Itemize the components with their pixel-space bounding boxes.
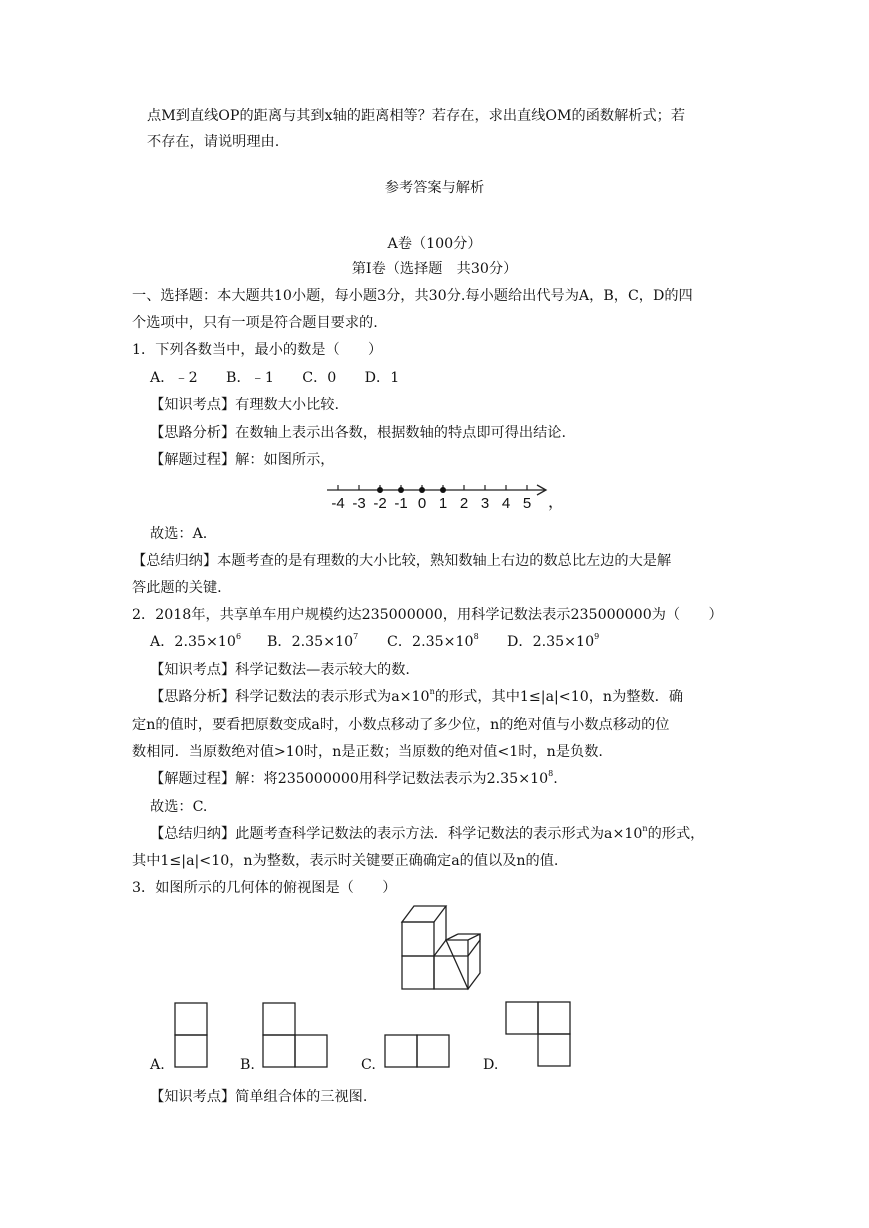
- q3-option-a-label: A.: [150, 1057, 165, 1073]
- q2-analysis-line-3: 数相同．当原数绝对值>10时，n是正数；当原数的绝对值<1时，n是负数.: [132, 744, 603, 760]
- q2-knowledge: 【知识考点】科学记数法—表示较大的数.: [150, 662, 410, 678]
- q1-stem: 1．下列各数当中，最小的数是（ ）: [132, 342, 383, 358]
- number-line-label: 4: [501, 495, 511, 512]
- q2-option-c: C．$2.35\times 10^8$: [387, 632, 479, 650]
- q3-stem: 3．如图所示的几何体的俯视图是（ ）: [132, 880, 397, 896]
- q3-knowledge: 【知识考点】简单组合体的三视图.: [150, 1089, 368, 1105]
- q2-process: 【解题过程】解：将235000000用科学记数法表示为$2.35\times 10^8$.: [150, 769, 558, 787]
- number-line-comma: ，: [548, 492, 565, 511]
- part-1-heading: 第Ⅰ卷（选择题 共30分）: [351, 261, 518, 277]
- number-line-label: -3: [352, 495, 366, 512]
- q3-option-d-figure: [505, 1001, 573, 1069]
- number-line-label: 0: [417, 495, 427, 512]
- q1-process: 【解题过程】解：如图所示，: [150, 452, 335, 468]
- q2-option-b: B．$2.35\times 10^7$: [267, 632, 359, 650]
- q2-analysis-line-2: 定n的值时，要看把原数变成a时，小数点移动了多少位，n的绝对值与小数点移动的位: [132, 717, 670, 733]
- point-1: [440, 487, 446, 493]
- point-minus-2: [377, 487, 383, 493]
- q2-summary-line-1: 【总结归纳】此题考查科学记数法的表示方法．科学记数法的表示形式为$a\times 10^n$的形式，: [150, 824, 705, 842]
- section-line-2: 个选项中，只有一项是符合题目要求的.: [132, 315, 378, 331]
- q2-stem: 2．2018年，共享单车用户规模约达235000000，用科学记数法表示235000000为（ ）: [132, 607, 723, 623]
- q1-options: A．﹣2 B．﹣1 C．0 D．1: [150, 370, 400, 386]
- q1-choose: 故选：A.: [150, 526, 208, 542]
- q1-analysis: 【思路分析】在数轴上表示出各数，根据数轴的特点即可得出结论.: [150, 425, 566, 441]
- number-line-label: -2: [373, 495, 387, 512]
- answer-title: 参考答案与解析: [384, 180, 485, 196]
- q2-summary-line-2: 其中1≤|a|<10，n为整数，表示时关键要正确确定a的值以及n的值.: [132, 853, 559, 869]
- q3-option-a-figure: [174, 1002, 210, 1068]
- q1-knowledge: 【知识考点】有理数大小比较.: [150, 397, 339, 413]
- number-line-label: -1: [394, 495, 408, 512]
- number-line-figure: [325, 480, 555, 512]
- q3-option-c-figure: [384, 1034, 452, 1068]
- q1-summary-line-2: 答此题的关键.: [132, 580, 222, 596]
- q2-option-d: D．$2.35\times 10^9$: [507, 632, 600, 650]
- q3-option-b-figure: [262, 1002, 330, 1068]
- q2-option-a: A．$2.35\times 10^6$: [150, 632, 242, 650]
- q2-analysis-line-1: 【思路分析】科学记数法的表示形式为$a\times 10^n$的形式，其中1≤|a|<10，n为整数．确: [150, 687, 684, 705]
- number-line-label: 1: [438, 495, 448, 512]
- number-line-label: 2: [459, 495, 469, 512]
- q3-option-c-label: C.: [361, 1057, 376, 1073]
- q1-summary-line-1: 【总结归纳】本题考查的是有理数的大小比较，熟知数轴上右边的数总比左边的大是解: [132, 553, 672, 569]
- q2-choose: 故选：C.: [150, 799, 208, 815]
- volume-a-heading: A卷（100分）: [387, 236, 482, 252]
- number-line-label: -4: [331, 495, 345, 512]
- q3-option-d-label: D.: [483, 1057, 499, 1073]
- geometric-solid-figure: [398, 900, 488, 992]
- number-line-label: 3: [480, 495, 490, 512]
- q3-option-b-label: B.: [240, 1057, 255, 1073]
- section-line-1: 一、选择题：本大题共10小题，每小题3分，共30分.每小题给出代号为A，B，C，D的四: [132, 288, 693, 304]
- point-minus-1: [398, 487, 404, 493]
- point-0: [419, 487, 425, 493]
- intro-line-1: 点M到直线OP的距离与其到x轴的距离相等？若存在，求出直线OM的函数解析式；若: [147, 108, 686, 124]
- number-line-label: 5: [522, 495, 532, 512]
- intro-line-2: 不存在，请说明理由.: [147, 134, 280, 150]
